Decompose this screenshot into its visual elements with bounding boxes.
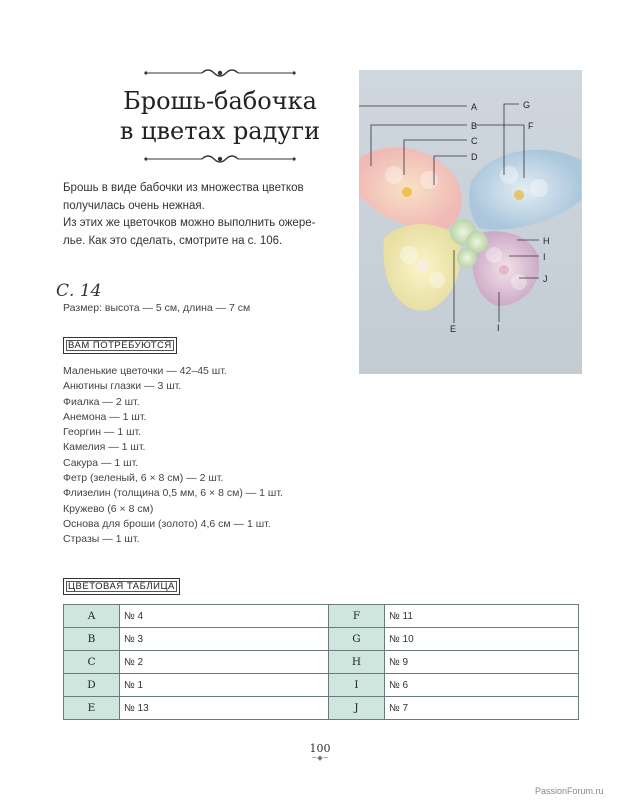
- intro-line: получилась очень нежная.: [63, 199, 205, 212]
- material-item: Стразы — 1 шт.: [63, 533, 140, 546]
- material-item: Камелия — 1 шт.: [63, 441, 146, 454]
- table-cell: H: [329, 651, 385, 674]
- material-item: Основа для броши (золото) 4,6 см — 1 шт.: [63, 517, 271, 530]
- pattern-page-ref: С. 14: [56, 281, 102, 301]
- table-cell: D: [64, 674, 120, 697]
- intro-line: Из этих же цветочков можно выполнить ожере-: [63, 217, 316, 229]
- material-item: Фиалка — 2 шт.: [63, 395, 140, 408]
- table-row: [64, 651, 579, 674]
- callout-label: B: [471, 121, 478, 131]
- table-row: [64, 697, 579, 720]
- materials-list: [63, 364, 283, 548]
- page-number-ornament-icon: ~◆~: [311, 754, 329, 762]
- table-cell: J: [329, 697, 385, 720]
- callout-label: E: [450, 324, 457, 334]
- material-item: Анемона — 1 шт.: [63, 410, 147, 423]
- table-cell: № 4: [120, 605, 329, 628]
- table-cell: № 6: [385, 674, 579, 697]
- table-cell: B: [64, 628, 120, 651]
- flourish-ornament-icon: [140, 152, 300, 166]
- table-cell: № 1: [120, 674, 329, 697]
- table-cell: № 3: [120, 628, 329, 651]
- callout-label: C: [471, 136, 478, 146]
- material-item: Анютины глазки — 3 шт.: [63, 380, 182, 393]
- material-item: Маленькие цветочки — 42–45 шт.: [63, 365, 227, 377]
- watermark-credit: PassionForum.ru: [535, 786, 604, 796]
- table-cell: E: [64, 697, 120, 720]
- callout-label: G: [523, 100, 531, 110]
- table-cell: № 9: [385, 651, 579, 674]
- material-item: Флизелин (толщина 0,5 мм, 6 × 8 см) — 1 шт.: [63, 487, 283, 500]
- material-item: Сакура — 1 шт.: [63, 456, 139, 469]
- materials-heading: ВАМ ПОТРЕБУЮТСЯ: [63, 337, 177, 354]
- table-cell: № 10: [385, 628, 579, 651]
- table-cell: № 11: [385, 605, 579, 628]
- material-item: Кружево (6 × 8 см): [63, 502, 154, 515]
- callout-label: J: [543, 274, 548, 284]
- title-line-2: в цветах радуги: [119, 117, 321, 145]
- material-item: Георгин — 1 шт.: [63, 426, 142, 439]
- callout-label: A: [471, 102, 478, 112]
- table-row: [64, 674, 579, 697]
- table-cell: I: [329, 674, 385, 697]
- callout-label: I: [543, 252, 546, 262]
- callout-label: H: [543, 236, 550, 246]
- page-number-text: 100: [309, 742, 331, 755]
- table-cell: G: [329, 628, 385, 651]
- page-title: [70, 86, 370, 146]
- material-item: Фетр (зеленый, 6 × 8 см) — 2 шт.: [63, 472, 224, 485]
- intro-text: [63, 180, 333, 250]
- callout-label: D: [471, 152, 478, 162]
- table-cell: F: [329, 605, 385, 628]
- table-cell: № 13: [120, 697, 329, 720]
- table-cell: A: [64, 605, 120, 628]
- title-line-1: Брошь-бабочка: [123, 87, 317, 115]
- callout-label: F: [528, 121, 534, 131]
- size-info: Размер: высота — 5 см, длина — 7 см: [63, 302, 251, 314]
- table-cell: № 2: [120, 651, 329, 674]
- page-number: [300, 742, 340, 761]
- table-row: [64, 628, 579, 651]
- color-table: [63, 604, 579, 720]
- intro-line: Брошь в виде бабочки из множества цветков: [63, 182, 304, 194]
- flourish-ornament-icon: [140, 66, 300, 80]
- table-cell: C: [64, 651, 120, 674]
- butterfly-photo: [359, 70, 582, 374]
- color-table-heading: ЦВЕТОВАЯ ТАБЛИЦА: [63, 578, 180, 595]
- intro-line: лье. Как это сделать, смотрите на с. 106.: [63, 234, 283, 247]
- table-cell: № 7: [385, 697, 579, 720]
- callout-label: I: [497, 323, 500, 333]
- table-row: [64, 605, 579, 628]
